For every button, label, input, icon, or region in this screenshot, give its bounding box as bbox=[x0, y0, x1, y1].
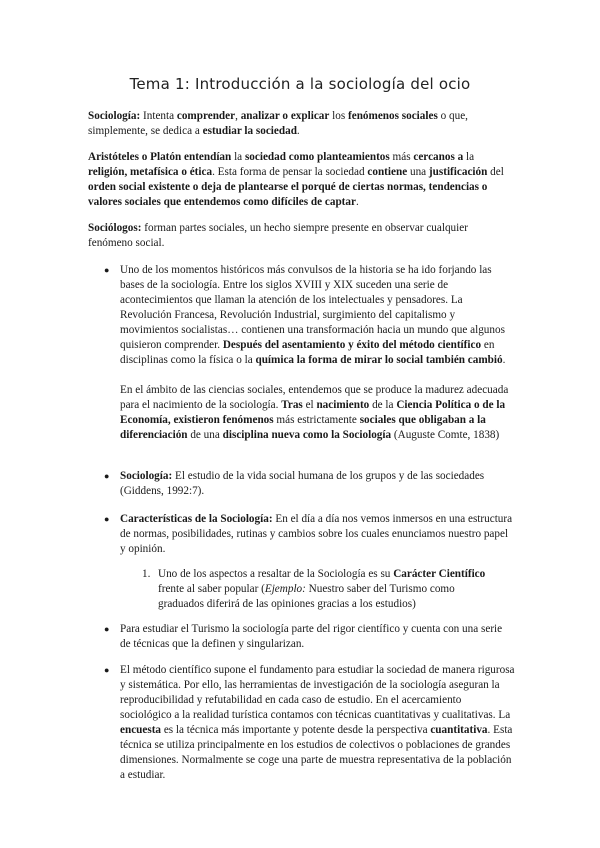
text-run: más bbox=[389, 151, 414, 163]
bold-run: analizar o explicar bbox=[240, 110, 330, 122]
bold-run: Sociología: bbox=[120, 470, 173, 482]
bullet-item-definicion bbox=[120, 469, 515, 499]
bold-run: fenómenos sociales bbox=[348, 110, 438, 122]
bold-run: Tras bbox=[281, 399, 303, 411]
bold-run: Después del asentamiento y éxito del método científico bbox=[222, 339, 482, 351]
bullet-marker: ● bbox=[104, 265, 110, 275]
page-title: Tema 1: Introducción a la sociología del ocio bbox=[129, 75, 471, 93]
text-run: En el ámbito de las ciencias sociales, entendemos que se produce la madurez adecuada para el nacimiento de la sociología. bbox=[120, 384, 509, 411]
bold-run: cercanos a bbox=[413, 151, 464, 163]
bold-run: orden social existente o deja de plantearse el porqué de ciertas normas, tendencias o valores sociales que entendemos como difíciles de captar bbox=[88, 181, 488, 208]
bold-run: química la forma de mirar lo social también cambió bbox=[255, 354, 503, 366]
text-run: . Esta técnica se utiliza principalmente en los estudios de colectivos o poblaciones de grandes dimensiones. Normalmente se coge una parte de muestra representativa de la población a estudiar. bbox=[120, 724, 513, 781]
text-run: una bbox=[407, 166, 429, 178]
bullet-item-ciencias-sociales bbox=[120, 383, 515, 443]
bold-run: religión, metafísica o ética bbox=[88, 166, 213, 178]
text-run: el bbox=[302, 399, 317, 411]
text-run: . bbox=[502, 354, 506, 366]
bold-run: Sociología: bbox=[88, 110, 141, 122]
italic-run: Ejemplo: bbox=[264, 583, 306, 595]
text-run: Intenta bbox=[140, 110, 177, 122]
text-run: más estrictamente bbox=[273, 414, 360, 426]
bold-run: Ciencia Política o de la Economía, existieron fenómenos bbox=[120, 399, 506, 426]
numbered-item-caracter-cientifico bbox=[158, 567, 503, 612]
text-run: la bbox=[231, 151, 245, 163]
text-run: forman partes sociales, un hecho siempre presente en observar cualquier fenómeno social. bbox=[88, 222, 468, 249]
bold-run: sociales que obligaban a la diferenciación bbox=[120, 414, 486, 441]
bullet-marker: ● bbox=[104, 624, 110, 634]
text-run: , bbox=[235, 110, 241, 122]
bullet-marker: ● bbox=[104, 471, 110, 481]
text-run: En el día a día nos vemos inmersos en una estructura de normas, posibilidades, rutinas y cambios sobre los cuales enunciamos nuestro papel y opinión. bbox=[120, 513, 513, 555]
text-run: de una bbox=[187, 429, 223, 441]
text-run: Uno de los aspectos a resaltar de la Sociología es su bbox=[158, 568, 394, 580]
bullet-item-metodo-cientifico bbox=[120, 663, 515, 783]
text-run: frente al saber popular ( bbox=[158, 583, 265, 595]
bullet-item-caracteristicas bbox=[120, 512, 515, 557]
text-run: . Esta forma de pensar la sociedad bbox=[212, 166, 368, 178]
bold-run: Aristóteles o Platón entendían bbox=[88, 151, 232, 163]
bold-run: estudiar la sociedad bbox=[202, 125, 297, 137]
bold-run: disciplina nueva como la Sociología bbox=[222, 429, 392, 441]
text-run: o que, simplemente, se dedica a bbox=[88, 110, 468, 137]
bold-run: Características de la Sociología: bbox=[120, 513, 273, 525]
paragraph-sociologos bbox=[88, 221, 508, 251]
bold-run: Carácter Científico bbox=[393, 568, 486, 580]
paragraph-aristoteles bbox=[88, 150, 508, 210]
bullet-item-turismo bbox=[120, 622, 515, 652]
bold-run: contiene bbox=[367, 166, 408, 178]
bold-run: encuesta bbox=[120, 724, 162, 736]
bold-run: cuantitativa bbox=[430, 724, 488, 736]
text-run: de la bbox=[369, 399, 397, 411]
bullet-marker: ● bbox=[104, 514, 110, 524]
text-run: El método científico supone el fundamento para estudiar la sociedad de manera rigurosa y sistemática. Por ello, las herramientas de investigación de la sociología aseguran la reproducibilidad y refutabilidad en cada caso de estudio. En el acercamiento sociológico a la realidad turística contamos con técnicas cuantitativas y cualitativas. La bbox=[120, 664, 515, 721]
text-run: . bbox=[296, 125, 300, 137]
numbered-marker: 1. bbox=[142, 568, 151, 580]
text-run: es la técnica más importante y potente desde la perspectiva bbox=[161, 724, 431, 736]
text-run: los bbox=[329, 110, 349, 122]
text-run: Para estudiar el Turismo la sociología parte del rigor científico y cuenta con una serie de técnicas que la definen y singularizan. bbox=[120, 623, 503, 650]
text-run: El estudio de la vida social humana de los grupos y de las sociedades (Giddens, 1992:7). bbox=[120, 470, 485, 497]
text-run: . bbox=[355, 196, 359, 208]
bold-run: sociedad como planteamientos bbox=[244, 151, 390, 163]
paragraph-sociologia bbox=[88, 109, 508, 139]
bold-run: comprender bbox=[176, 110, 236, 122]
bold-run: nacimiento bbox=[316, 399, 370, 411]
bullet-item-historia bbox=[120, 263, 515, 368]
text-run: en disciplinas como la física o la bbox=[120, 339, 495, 366]
bold-run: Sociólogos: bbox=[88, 222, 142, 234]
text-run: Nuestro saber del Turismo como graduados diferirá de las opiniones gracias a los estudios) bbox=[158, 583, 455, 610]
text-run: del bbox=[487, 166, 504, 178]
text-run: Uno de los momentos históricos más convulsos de la historia se ha ido forjando las bases de la sociología. Entre los siglos XVIII y XIX suceden una serie de acontecimientos que llaman la atención de los intelectuales y pensadores. La Revolución Francesa, Revolución Industrial, surgimiento del capitalismo y movimientos socialistas… contienen una transformación hacia un mundo que algunos quisieron comprender. bbox=[120, 264, 505, 351]
text-run: la bbox=[463, 151, 475, 163]
bullet-marker: ● bbox=[104, 665, 110, 675]
bold-run: justificación bbox=[428, 166, 488, 178]
text-run: (Auguste Comte, 1838) bbox=[391, 429, 500, 441]
